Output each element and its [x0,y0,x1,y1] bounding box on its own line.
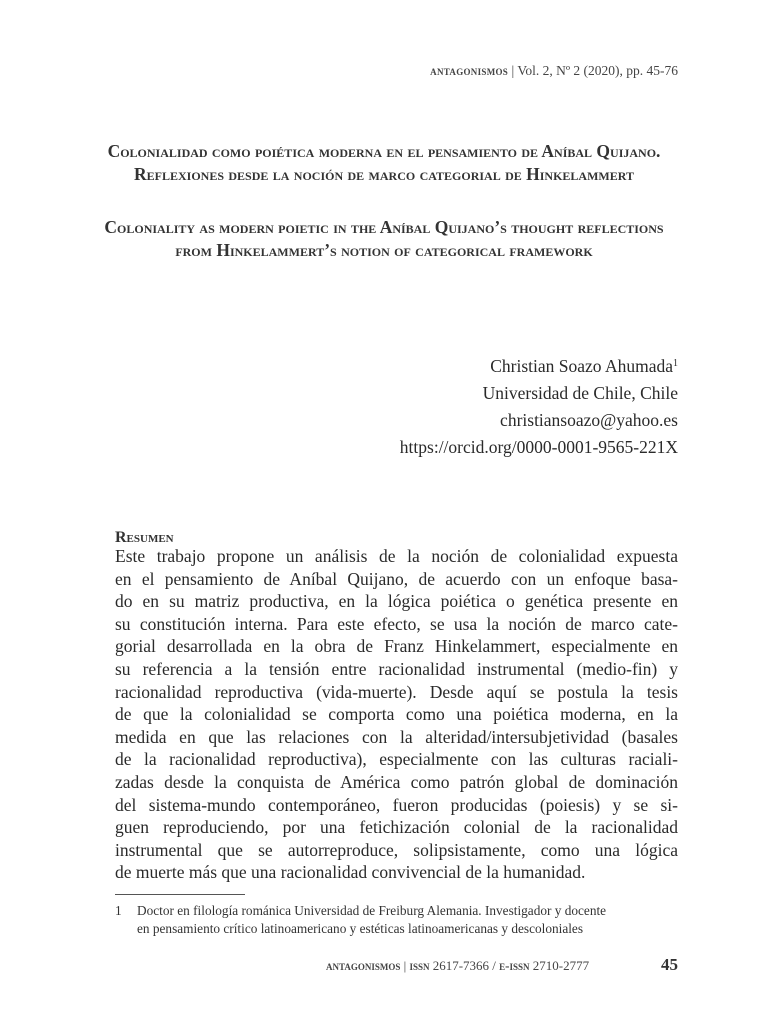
footer-separator: | [403,958,407,973]
footnote [115,902,680,938]
abstract-line: racionalidad reproductiva (vida-muerte). Desde aquí se postula la tesis [115,681,678,702]
footnote-mark: 1 [673,358,678,369]
author-orcid: https://orcid.org/0000-0001-9565-221X [399,437,678,457]
author-name-line [400,350,678,380]
author-name: Christian Soazo Ahumada [490,356,673,376]
author-block [400,350,678,461]
abstract-line: medida en que las relaciones con la alteridad/intersubjetividad (basales [115,726,678,747]
abstract-line: gorial desarrollada en la obra de Franz Hinkelammert, especialmente en [115,636,678,657]
abstract-line: del sistema-mundo contemporáneo, fueron producidas (poiesis) y se si- [115,794,678,815]
abstract-line: instrumental que se autorreproduce, solipsistamente, como una lógica [115,839,678,860]
abstract-line: su constitución interna. Para este efecto, se usa la noción de marco cate- [115,613,678,634]
footnote-divider [115,894,245,895]
title-spanish: Colonialidad como poiética moderna en el pensamiento de Aníbal Quijano. Reflexiones desde la noción de marco categorial de Hinkelammert [107,141,661,184]
abstract-line: de que la colonialidad se comporta como una poiética moderna, en la [115,704,678,725]
abstract-line: zadas desde la conquista de América como patrón global de dominación [115,771,678,792]
author-affiliation: Universidad de Chile, Chile [482,383,678,403]
abstract-line: de muerte más que una racionalidad convivencial de la humanidad. [115,862,586,883]
abstract-heading: Resumen [115,529,174,546]
abstract-line: do en su matriz productiva, en la lógica poiética o genética presente en [115,591,678,612]
footnote-text-line2: en pensamiento crítico latinoamericano y estéticas latinoamericanas y descoloniales [137,921,584,936]
running-header [430,63,678,79]
abstract-line: Este trabajo propone un análisis de la noción de colonialidad expuesta [115,546,678,566]
abstract-body [115,545,678,884]
footnote-text-line1: Doctor en filología románica Universidad de Freiburg Alemania. Investigador y docente [137,903,607,918]
author-email: christiansoazo@yahoo.es [500,410,678,430]
footer-eissn: 2710-2777 [532,958,590,973]
abstract-line: guen reproduciendo, por una fetichización colonial de la racionalidad [115,817,678,838]
page-number: 45 [661,955,678,974]
footnote-number: 1 [115,903,122,918]
citation-info: | Vol. 2, Nº 2 (2020), pp. 45-76 [511,63,678,78]
journal-name: antagonismos [430,63,509,78]
footer-eissn-label: e-issn [499,958,530,973]
title-english: Coloniality as modern poietic in the Aníbal Quijano’s thought reflections from Hinkelammert’s notion of categorical framework [104,217,664,260]
page-footer [326,958,589,974]
footer-issn: 2617-7366 / [432,958,496,973]
abstract-line: su referencia a la tensión entre racionalidad instrumental (medio-fin) y [115,658,678,679]
footer-issn-label: issn [409,958,430,973]
abstract-line: de la racionalidad reproductiva), especialmente con las culturas raciali- [115,749,678,770]
footer-journal-name: antagonismos [326,958,401,973]
abstract-line: en el pensamiento de Aníbal Quijano, de acuerdo con un enfoque basa- [115,568,678,589]
